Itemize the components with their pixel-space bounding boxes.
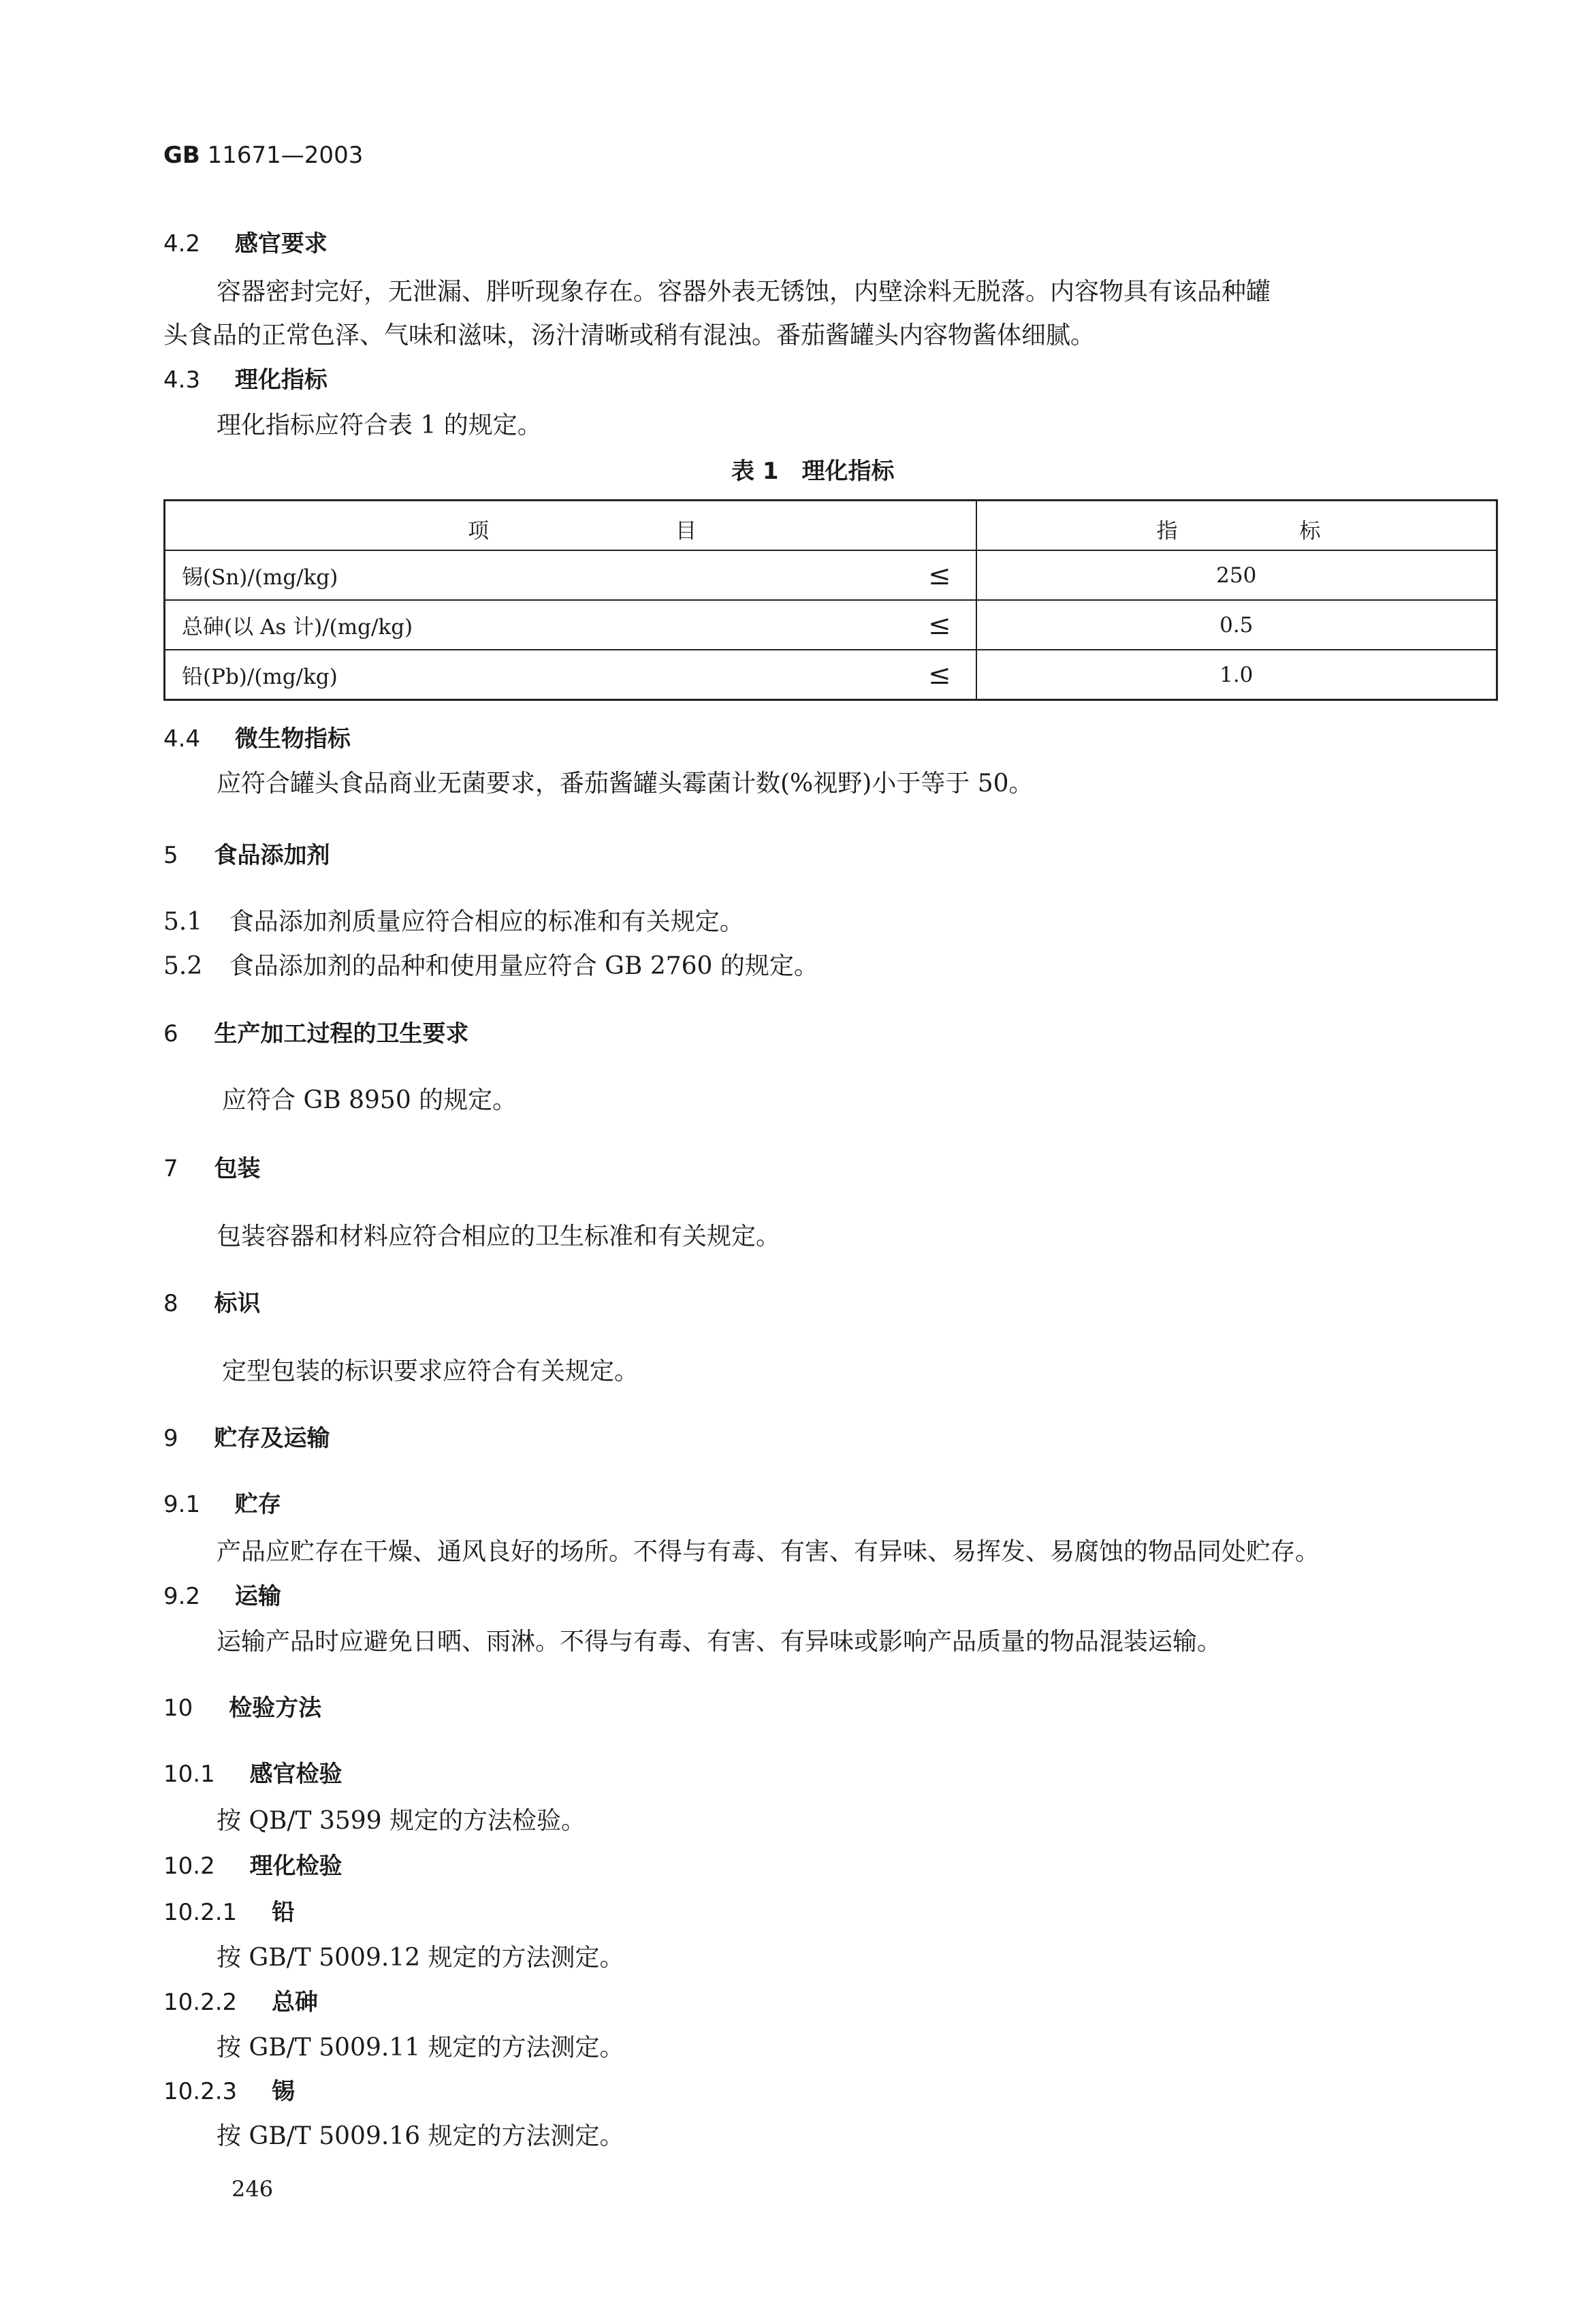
heading-10-2: [163, 1847, 342, 1880]
paragraph-10-2-3: 按 GB/T 5009.16 规定的方法测定。: [217, 2122, 624, 2150]
heading-4-4: [163, 720, 351, 753]
section-title: 食品添加剂: [214, 842, 330, 869]
header-item: [165, 501, 976, 551]
row-value: 0.5: [976, 600, 1497, 650]
paragraph-8: 定型包装的标识要求应符合有关规定。: [222, 1357, 639, 1385]
standard-number: 11671—2003: [207, 142, 364, 169]
clause-text: 食品添加剂质量应符合相应的标准和有关规定。: [229, 908, 744, 936]
heading-7: [163, 1150, 260, 1183]
paragraph-4-2-line1: 容器密封完好，无泄漏、胖听现象存在。容器外表无锈蚀，内壁涂料无脱落。内容物具有该品种罐: [217, 278, 1271, 306]
table-caption: 表 1 理化指标: [731, 458, 895, 485]
section-number: 10.2.3: [163, 2078, 238, 2105]
row-item-label: 锡(Sn)/(mg/kg): [182, 565, 338, 590]
table-row: [165, 650, 1497, 700]
row-item-label: 总砷(以 As 计)/(mg/kg): [182, 615, 413, 640]
section-number: 10: [163, 1695, 193, 1722]
heading-6: [163, 1015, 468, 1048]
section-title: 标识: [214, 1290, 261, 1317]
table-row: [165, 600, 1497, 650]
le-symbol: ≤: [927, 559, 951, 591]
standard-prefix: GB: [163, 142, 200, 169]
section-title: 运输: [234, 1583, 281, 1610]
clause-number: 5.2: [163, 952, 203, 980]
table-header-row: [165, 501, 1497, 551]
heading-10-1: [163, 1755, 342, 1789]
le-symbol: ≤: [927, 609, 951, 641]
section-number: 7: [163, 1155, 178, 1182]
section-title: 微生物指标: [234, 725, 351, 753]
section-title: 理化检验: [249, 1853, 342, 1880]
section-number: 10.2: [163, 1853, 215, 1880]
header-value-char2: 标: [1299, 519, 1321, 544]
le-symbol: ≤: [927, 659, 951, 691]
section-title: 锡: [271, 2078, 295, 2105]
header-item-char2: 目: [675, 519, 697, 544]
section-number: 4.3: [163, 366, 201, 394]
paragraph-4-2-line2: 头食品的正常色泽、气味和滋味，汤汁清晰或稍有混浊。番茄酱罐头内容物酱体细腻。: [163, 321, 1096, 349]
section-number: 9.1: [163, 1491, 201, 1518]
heading-4-2: [163, 225, 328, 258]
physicochemical-table: [163, 499, 1498, 701]
section-number: 4.4: [163, 725, 201, 753]
row-item: [165, 600, 976, 650]
clause-5-1: [163, 902, 744, 937]
heading-4-3: [163, 361, 328, 394]
section-title: 铅: [271, 1899, 295, 1926]
header-value: [976, 501, 1497, 551]
heading-10-2-2: [163, 1983, 318, 2017]
paragraph-10-2-1: 按 GB/T 5009.12 规定的方法测定。: [217, 1944, 624, 1972]
header-value-char1: 指: [1156, 519, 1178, 544]
section-title: 贮存及运输: [214, 1425, 330, 1452]
row-value: 250: [976, 550, 1497, 600]
section-title: 生产加工过程的卫生要求: [214, 1020, 469, 1047]
section-number: 10.2.2: [163, 1989, 238, 2016]
section-number: 10.2.1: [163, 1899, 238, 1926]
heading-9-2: [163, 1577, 281, 1611]
row-item: [165, 550, 976, 600]
section-title: 包装: [214, 1155, 261, 1182]
section-number: 4.2: [163, 230, 201, 257]
clause-number: 5.1: [163, 908, 203, 936]
table-row: [165, 550, 1497, 600]
heading-9: [163, 1419, 330, 1453]
heading-10-2-1: [163, 1893, 295, 1927]
heading-10-2-3: [163, 2073, 295, 2106]
section-number: 9: [163, 1425, 178, 1452]
heading-8: [163, 1285, 260, 1318]
paragraph-7: 包装容器和材料应符合相应的卫生标准和有关规定。: [217, 1223, 781, 1250]
paragraph-9-2: 运输产品时应避免日晒、雨淋。不得与有毒、有害、有异味或影响产品质量的物品混装运输。: [217, 1628, 1222, 1656]
section-number: 6: [163, 1020, 178, 1047]
paragraph-10-2-2: 按 GB/T 5009.11 规定的方法测定。: [217, 2034, 624, 2062]
row-item: [165, 650, 976, 700]
section-number: 8: [163, 1290, 178, 1317]
paragraph-4-4: 应符合罐头食品商业无菌要求，番茄酱罐头霉菌计数(%视野)小于等于 50。: [217, 770, 1034, 798]
section-title: 总砷: [271, 1989, 318, 2016]
row-item-label: 铅(Pb)/(mg/kg): [182, 665, 338, 689]
section-title: 检验方法: [229, 1695, 322, 1722]
header-item-char1: 项: [468, 519, 489, 544]
section-number: 9.2: [163, 1583, 201, 1610]
clause-5-2: [163, 947, 818, 981]
section-number: 5: [163, 842, 178, 869]
heading-5: [163, 836, 330, 870]
standard-code: [163, 142, 363, 169]
section-number: 10.1: [163, 1761, 215, 1788]
section-title: 感官要求: [234, 230, 328, 257]
paragraph-4-3: 理化指标应符合表 1 的规定。: [217, 411, 542, 439]
row-value: 1.0: [976, 650, 1497, 700]
paragraph-10-1: 按 QB/T 3599 规定的方法检验。: [217, 1807, 586, 1835]
paragraph-9-1: 产品应贮存在干燥、通风良好的场所。不得与有毒、有害、有异味、易挥发、易腐蚀的物品同处贮存。: [217, 1538, 1320, 1566]
section-title: 理化指标: [234, 366, 328, 394]
section-title: 贮存: [234, 1491, 281, 1518]
page-number: 246: [232, 2176, 274, 2202]
heading-9-1: [163, 1485, 281, 1519]
paragraph-6: 应符合 GB 8950 的规定。: [222, 1086, 517, 1114]
heading-10: [163, 1689, 321, 1722]
clause-text: 食品添加剂的品种和使用量应符合 GB 2760 的规定。: [229, 952, 818, 980]
section-title: 感官检验: [249, 1761, 342, 1788]
